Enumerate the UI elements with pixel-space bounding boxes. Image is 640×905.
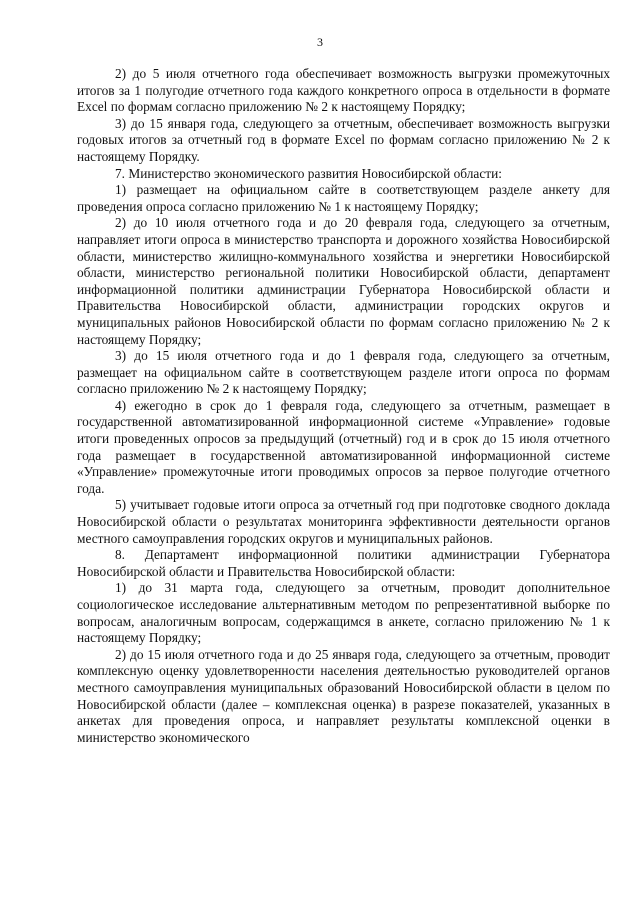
paragraph: 1) размещает на официальном сайте в соответствующем разделе анкету для проведения опроса согласно приложению № 1 к настоящему Порядку; bbox=[77, 182, 610, 214]
paragraph: 8. Департамент информационной политики администрации Губернатора Новосибирской области и Правительства Новосибирской области: bbox=[77, 547, 610, 579]
page-number: 3 bbox=[317, 35, 323, 49]
document-body bbox=[77, 66, 610, 746]
paragraph: 7. Министерство экономического развития Новосибирской области: bbox=[115, 165, 502, 181]
paragraph: 2) до 5 июля отчетного года обеспечивает возможность выгрузки промежуточных итогов за 1 полугодие отчетного года каждого конкретного опроса в отдельности в формате Excel по формам согласно приложению № 2 к настоящему Порядку; bbox=[77, 66, 610, 115]
paragraph: 2) до 10 июля отчетного года и до 20 февраля года, следующего за отчетным, направляет итоги опроса в министерство транспорта и дорожного хозяйства Новосибирской области, министерство жилищно-коммунального хозяйства и энергетики Новосибирской области, министерство региональной политики Новосибирской области, департамент информационной политики администрации Губернатора Новосибирской области и Правительства Новосибирской области, администрации городских округов и муниципальных районов Новосибирской области по формам согласно приложению № 2 к настоящему Порядку; bbox=[77, 215, 610, 347]
paragraph: 3) до 15 января года, следующего за отчетным, обеспечивает возможность выгрузки годовых итогов за отчетный год в формате Excel по формам согласно приложению № 2 к настоящему Порядку. bbox=[77, 115, 610, 164]
paragraph: 4) ежегодно в срок до 1 февраля года, следующего за отчетным, размещает в государственной автоматизированной информационной системе «Управление» годовые итоги проведенных опросов за предыдущий (отчетный) год и в срок до 15 июля отчетного года размещает в государственной автоматизированной информационной системе «Управление» промежуточные итоги проводимых опросов за первое полугодие отчетного года. bbox=[77, 397, 610, 496]
paragraph: 1) до 31 марта года, следующего за отчетным, проводит дополнительное социологическое исследование альтернативным методом по репрезентативной выборке по вопросам, аналогичным вопросам, содержащимся в анкете, согласно приложению № 1 к настоящему Порядку; bbox=[77, 580, 610, 646]
paragraph: 3) до 15 июля отчетного года и до 1 февраля года, следующего за отчетным, размещает на официальном сайте в соответствующем разделе итоги опроса по формам согласно приложению № 2 к настоящему Порядку; bbox=[77, 348, 610, 397]
paragraph: 2) до 15 июля отчетного года и до 25 января года, следующего за отчетным, проводит комплексную оценку удовлетворенности населения деятельностью руководителей органов местного самоуправления муниципальных образований Новосибирской области в целом по Новосибирской области (далее – комплексная оценка) в разрезе показателей, указанных в анкетах для проведения опроса, и направляет результаты комплексной оценки в министерство экономического bbox=[77, 646, 610, 745]
paragraph: 5) учитывает годовые итоги опроса за отчетный год при подготовке сводного доклада Новосибирской области о результатах мониторинга эффективности деятельности органов местного самоуправления городских округов и муниципальных районов. bbox=[77, 497, 610, 546]
